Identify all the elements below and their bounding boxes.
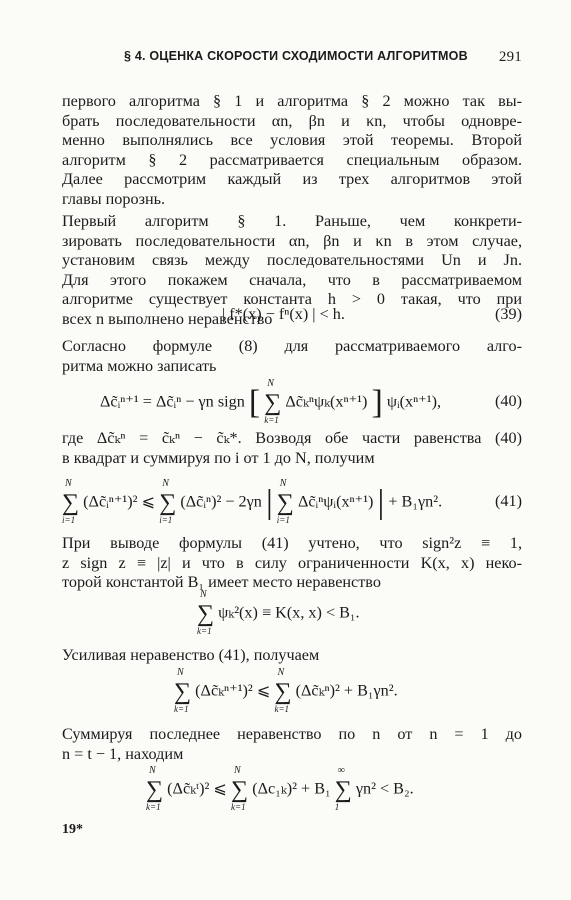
equation-number: (39) — [495, 305, 522, 323]
summation-sign: ∑ ∞ 1 — [334, 765, 352, 812]
abs-bar: | — [265, 484, 273, 521]
summation-sign: ∑ N k=1 — [197, 589, 215, 636]
text-line: Суммируя последнее неравенство по n от n = 1 до — [62, 725, 522, 743]
text-line: зировать последовательности αn, βn и κn в этом случае, — [62, 231, 522, 250]
signature-mark: 19* — [62, 822, 83, 837]
formula-expression: ψₖ²(x) ≡ K(x, x) < B₁. — [218, 603, 360, 622]
left-bracket: [ — [248, 384, 261, 421]
summation-sign: ∑ N k=1 — [264, 378, 282, 425]
formula-rhs: ψᵢ(xⁿ⁺¹), — [386, 392, 442, 411]
paragraph-1 — [62, 92, 522, 210]
summation-sign: ∑ N k=1 — [231, 765, 249, 812]
equation-number: (41) — [495, 492, 522, 510]
paragraph-7 — [62, 725, 522, 764]
text-line: алгоритм § 2 рассматривается специальным образом. — [62, 150, 522, 169]
page-number: 291 — [498, 49, 522, 65]
formula-inner: Δc̃ₖⁿψₖ(xⁿ⁺¹) — [285, 392, 368, 411]
text-line: где Δc̃ₖⁿ = c̃ₖⁿ − c̃ₖ*. Возводя обе части равенства (40) — [62, 429, 522, 447]
text-line: менно выполнялись все условия этой теоремы. Второй — [62, 131, 522, 150]
formula-41 — [62, 478, 522, 525]
text-line: Для этого покажем сначала, что в рассматриваемом — [62, 270, 522, 289]
summation-sign: ∑ N k=1 — [174, 667, 192, 714]
summation-sign: ∑ N i=1 — [62, 478, 80, 525]
text-line: Усиливая неравенство (41), получаем — [62, 646, 320, 664]
text-line: ритма можно записать — [62, 356, 217, 375]
running-header — [62, 49, 522, 67]
text-line: торой константой B₁ имеет место неравенство — [62, 573, 381, 592]
equation-number: (40) — [495, 392, 522, 410]
text-line: брать последовательности αn, βn и κn, чтобы одновре- — [62, 111, 522, 130]
formula-39 — [62, 305, 522, 327]
formula-term: (Δc₁ₖ)² + B₁ — [252, 779, 331, 798]
formula-lhs: Δc̃ᵢⁿ⁺¹ = Δc̃ᵢⁿ − γn sign — [100, 392, 245, 411]
formula-term: (Δc̃ₖᵗ)² ⩽ — [167, 779, 227, 798]
paragraph-6 — [62, 646, 522, 666]
formula-term: γn² < B₂. — [355, 779, 414, 798]
text-line: главы порознь. — [62, 189, 166, 208]
formula-40 — [62, 378, 522, 425]
formula-term: (Δc̃ₖⁿ)² + B₁γn². — [295, 681, 398, 700]
text-line: Далее рассмотрим каждый из трех алгоритмов этой — [62, 170, 522, 189]
text-line: n = t − 1, находим — [62, 744, 184, 763]
formula-strengthened — [62, 667, 522, 714]
formula-term: (Δc̃ᵢⁿ⁺¹)² ⩽ — [83, 492, 156, 511]
paragraph-4 — [62, 429, 522, 468]
formula-term: Δc̃ᵢⁿψᵢ(xⁿ⁺¹) — [297, 492, 374, 511]
text-line: всех n выполнено неравенство — [62, 309, 273, 328]
formula-term: (Δc̃ᵢⁿ)² − 2γn — [180, 492, 262, 511]
text-line: в квадрат и суммируя по i от 1 до N, получим — [62, 448, 375, 467]
formula-summed — [62, 765, 522, 812]
paragraph-3 — [62, 337, 522, 376]
formula-term: + B₁γn². — [388, 492, 443, 511]
text-line: Согласно формуле (8) для рассматриваемого алго- — [62, 337, 522, 355]
formula-expression: | f*(x) − fⁿ(x) | < h. — [222, 305, 345, 323]
right-bracket: ] — [371, 384, 383, 421]
text-line: При выводе формулы (41) учтено, что sign²z ≡ 1, — [62, 534, 522, 552]
formula-kernel-bound — [62, 589, 522, 636]
formula-term: (Δc̃ₖⁿ⁺¹)² ⩽ — [195, 681, 271, 700]
summation-sign: ∑ N k=1 — [274, 667, 292, 714]
text-line: первого алгоритма § 1 и алгоритма § 2 можно так вы- — [62, 92, 522, 110]
abs-bar: | — [377, 484, 385, 521]
text-line: z sign z ≡ |z| и что в силу ограниченности K(x, x) неко- — [62, 553, 522, 572]
summation-sign: ∑ N i=1 — [276, 478, 294, 525]
summation-sign: ∑ N i=1 — [159, 478, 177, 525]
paragraph-5 — [62, 534, 522, 593]
text-line: установим связь между последовательностями Un и Jn. — [62, 251, 522, 270]
text-line: алгоритме существует константа h > 0 такая, что при — [62, 290, 522, 309]
summation-sign: ∑ N k=1 — [146, 765, 164, 812]
text-line: Первый алгоритм § 1. Раньше, чем конкрети- — [62, 212, 522, 230]
header-title: § 4. ОЦЕНКА СКОРОСТИ СХОДИМОСТИ АЛГОРИТМОВ — [124, 49, 468, 63]
